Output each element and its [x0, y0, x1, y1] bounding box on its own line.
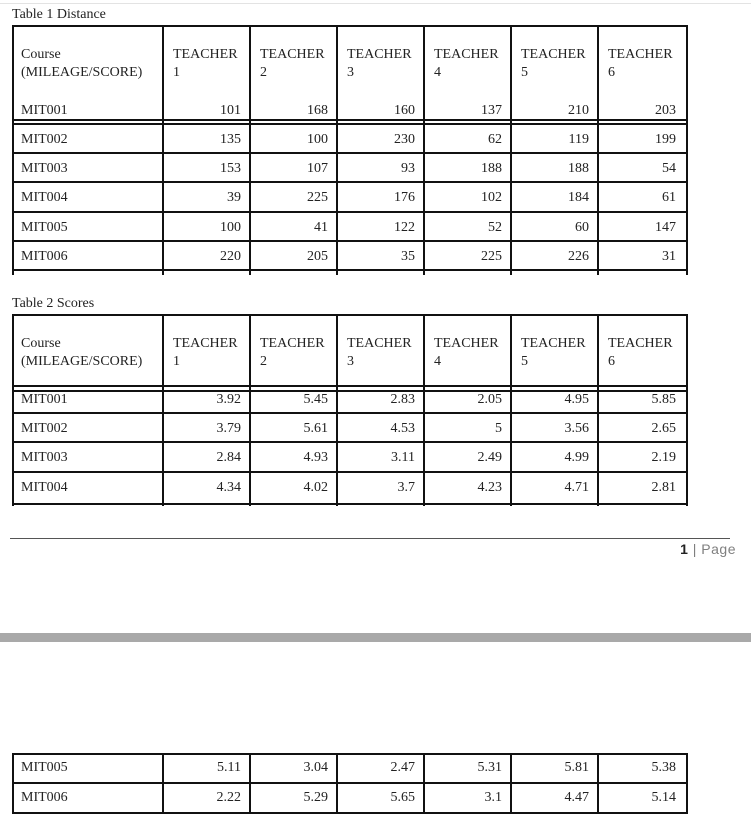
header-course-line2: (MILEAGE/SCORE): [21, 65, 143, 80]
header-course-line2: (MILEAGE/SCORE): [21, 354, 143, 369]
table-cell: 107: [307, 160, 328, 176]
header-teacher-number: 2: [260, 65, 267, 80]
header-teacher-word: TEACHER: [608, 336, 673, 351]
table-cell: 176: [394, 190, 415, 205]
table-cell: 5.11: [217, 760, 241, 775]
table-row: [12, 783, 688, 813]
table-row: [12, 183, 688, 213]
table-cell: 102: [481, 190, 502, 205]
footer-rule: [10, 538, 730, 539]
table-cell: 100: [220, 219, 241, 235]
table-cell: 54: [662, 160, 676, 176]
table-cell: 205: [307, 249, 328, 264]
table1-caption: Table 1 Distance: [12, 7, 106, 22]
table-cell: 225: [307, 190, 328, 205]
header-teacher-number: 1: [173, 354, 180, 369]
table-rule: [12, 181, 688, 183]
table-row: [12, 753, 688, 783]
table-cell: 230: [394, 131, 415, 147]
table-cell: 3.11: [391, 450, 415, 465]
table-column-rule: [686, 25, 688, 275]
table-column-rule: [336, 25, 338, 275]
header-teacher-number: 2: [260, 354, 267, 369]
header-teacher-word: TEACHER: [434, 47, 499, 62]
table-row: [12, 154, 688, 183]
table-cell: 188: [568, 160, 589, 176]
table-column-rule: [510, 753, 512, 814]
table-column-rule: [423, 314, 425, 506]
table-cell: 4.93: [303, 450, 328, 465]
table-cell: 4.47: [564, 790, 589, 805]
table-cell: 2.65: [651, 420, 676, 436]
table-cell: 203: [655, 102, 676, 118]
table-cell: 225: [481, 249, 502, 264]
table-scores: [12, 314, 688, 506]
table-column-rule: [162, 25, 164, 275]
course-code: MIT006: [21, 790, 68, 805]
table2-caption: Table 2 Scores: [12, 296, 95, 311]
table-cell: 5.85: [651, 391, 676, 407]
course-code: MIT002: [21, 420, 68, 436]
table-cell: 62: [488, 131, 502, 147]
table-rule: [12, 412, 688, 414]
table-header-row: [12, 25, 688, 96]
table-row: [12, 213, 688, 242]
header-teacher-number: 3: [347, 354, 354, 369]
table-cell: 160: [394, 102, 415, 118]
table-cell: 3.56: [564, 420, 589, 436]
table-cell: 5.61: [303, 420, 328, 436]
table-column-rule: [597, 25, 599, 275]
table-rule: [12, 385, 688, 387]
table-cell: 4.53: [390, 420, 415, 436]
page-top-edge: [0, 3, 751, 4]
page-break: [0, 633, 751, 642]
table-cell: 5.65: [390, 790, 415, 805]
header-teacher-number: 5: [521, 65, 528, 80]
table-column-rule: [336, 314, 338, 506]
table-cell: 2.83: [390, 391, 415, 407]
table-cell: 5.38: [651, 760, 676, 775]
header-teacher-word: TEACHER: [434, 336, 499, 351]
table-scores-continued: [12, 753, 688, 816]
header-teacher-6: [599, 314, 686, 385]
table-column-rule: [249, 25, 251, 275]
table-rule: [12, 314, 688, 316]
table-cell: 52: [488, 219, 502, 235]
table-header-row: [12, 314, 688, 385]
table-cell: 3.92: [216, 391, 241, 407]
course-code: MIT004: [21, 190, 68, 205]
header-teacher-number: 1: [173, 65, 180, 80]
header-teacher-3: [338, 25, 425, 96]
header-teacher-word: TEACHER: [347, 336, 412, 351]
course-code: MIT002: [21, 131, 68, 147]
table-cell: 3.1: [484, 790, 502, 805]
header-teacher-2: [251, 25, 338, 96]
table-cell: 168: [307, 102, 328, 118]
table-cell: 147: [655, 219, 676, 235]
table-cell: 188: [481, 160, 502, 176]
header-course: [12, 314, 164, 385]
table-column-rule: [597, 314, 599, 506]
table-cell: 137: [481, 102, 502, 118]
table-cell: 226: [568, 249, 589, 264]
table-cell: 35: [401, 249, 415, 264]
table-cell: 4.23: [477, 480, 502, 495]
table-distance: [12, 25, 688, 275]
table-column-rule: [510, 25, 512, 275]
header-course-line1: Course: [21, 47, 61, 62]
table-cell: 220: [220, 249, 241, 264]
table-rule: [12, 211, 688, 213]
table-row: [12, 473, 688, 503]
header-course-line1: Course: [21, 336, 61, 351]
header-teacher-word: TEACHER: [173, 336, 238, 351]
header-teacher-word: TEACHER: [521, 47, 586, 62]
table-cell: 5.31: [477, 760, 502, 775]
table-column-rule: [249, 753, 251, 814]
table-cell: 5.81: [564, 760, 589, 775]
table-cell: 3.7: [397, 480, 415, 495]
table-cell: 4.02: [303, 480, 328, 495]
header-teacher-number: 3: [347, 65, 354, 80]
header-teacher-number: 4: [434, 354, 441, 369]
table-cell: 122: [394, 219, 415, 235]
header-teacher-1: [164, 25, 251, 96]
table-cell: 2.81: [651, 480, 676, 495]
header-teacher-word: TEACHER: [260, 336, 325, 351]
course-code: MIT003: [21, 450, 68, 465]
table-row: [12, 125, 688, 154]
header-teacher-1: [164, 314, 251, 385]
course-code: MIT005: [21, 219, 68, 235]
table-cell: 2.84: [216, 450, 241, 465]
table-cell: 2.05: [477, 391, 502, 407]
table-cell: 2.22: [216, 790, 241, 805]
table-cell: 4.95: [564, 391, 589, 407]
table-row: [12, 443, 688, 473]
table-rule: [12, 240, 688, 242]
table-rule: [12, 812, 688, 814]
header-teacher-4: [425, 314, 512, 385]
course-code: MIT006: [21, 249, 68, 264]
header-teacher-5: [512, 314, 599, 385]
table-cell: 100: [307, 131, 328, 147]
header-teacher-4: [425, 25, 512, 96]
page-label: Page: [701, 541, 736, 557]
header-teacher-number: 4: [434, 65, 441, 80]
table-rule: [12, 753, 688, 755]
table-column-rule: [423, 25, 425, 275]
header-teacher-word: TEACHER: [260, 47, 325, 62]
course-code: MIT001: [21, 102, 68, 118]
table-cell: 5.45: [303, 391, 328, 407]
course-code: MIT003: [21, 160, 68, 176]
table-cell: 39: [227, 190, 241, 205]
table-column-rule: [597, 753, 599, 814]
header-teacher-number: 6: [608, 65, 615, 80]
table-cell: 4.34: [216, 480, 241, 495]
table-column-rule: [686, 753, 688, 814]
table-cell: 184: [568, 190, 589, 205]
table-cell: 5.29: [303, 790, 328, 805]
table-cell: 101: [220, 102, 241, 118]
table-rule: [12, 152, 688, 154]
table-cell: 199: [655, 131, 676, 147]
table-cell: 61: [662, 190, 676, 205]
table-column-rule: [249, 314, 251, 506]
table-rule: [12, 503, 688, 505]
table-column-rule: [686, 314, 688, 506]
table-row: [12, 414, 688, 443]
table-column-rule: [12, 753, 14, 814]
table-cell: 5.14: [651, 790, 676, 805]
table-cell: 210: [568, 102, 589, 118]
table-cell: 93: [401, 160, 415, 176]
table-cell: 4.99: [564, 450, 589, 465]
header-teacher-word: TEACHER: [173, 47, 238, 62]
page-number-value: 1: [680, 541, 689, 557]
table-rule: [12, 25, 688, 27]
table-cell: 2.19: [651, 450, 676, 465]
header-teacher-3: [338, 314, 425, 385]
header-teacher-5: [512, 25, 599, 96]
header-teacher-word: TEACHER: [521, 336, 586, 351]
table-column-rule: [336, 753, 338, 814]
table-column-rule: [12, 314, 14, 506]
table-rule: [12, 269, 688, 271]
header-teacher-word: TEACHER: [347, 47, 412, 62]
table-cell: 31: [662, 249, 676, 264]
table-cell: 5: [495, 420, 502, 436]
table-row: [12, 242, 688, 272]
table-rule: [12, 123, 688, 125]
header-teacher-2: [251, 314, 338, 385]
page-number: [680, 540, 736, 558]
table-rule: [12, 441, 688, 443]
table-cell: 119: [568, 131, 589, 147]
table-column-rule: [510, 314, 512, 506]
table-column-rule: [162, 753, 164, 814]
header-teacher-6: [599, 25, 686, 96]
table-rule: [12, 782, 688, 784]
table-cell: 3.04: [303, 760, 328, 775]
table-cell: 135: [220, 131, 241, 147]
table-rule: [12, 119, 688, 121]
table-cell: 3.79: [216, 420, 241, 436]
header-teacher-word: TEACHER: [608, 47, 673, 62]
table-column-rule: [12, 25, 14, 275]
page-number-separator: |: [688, 541, 702, 557]
course-code: MIT001: [21, 391, 68, 407]
table-cell: 4.71: [564, 480, 589, 495]
header-teacher-number: 5: [521, 354, 528, 369]
header-course: [12, 25, 164, 96]
table-cell: 2.49: [477, 450, 502, 465]
table-rule: [12, 390, 688, 392]
table-cell: 153: [220, 160, 241, 176]
table-cell: 60: [575, 219, 589, 235]
table-column-rule: [423, 753, 425, 814]
course-code: MIT005: [21, 760, 68, 775]
table-column-rule: [162, 314, 164, 506]
table-cell: 2.47: [390, 760, 415, 775]
course-code: MIT004: [21, 480, 68, 495]
table-rule: [12, 471, 688, 473]
header-teacher-number: 6: [608, 354, 615, 369]
table-cell: 41: [314, 219, 328, 235]
